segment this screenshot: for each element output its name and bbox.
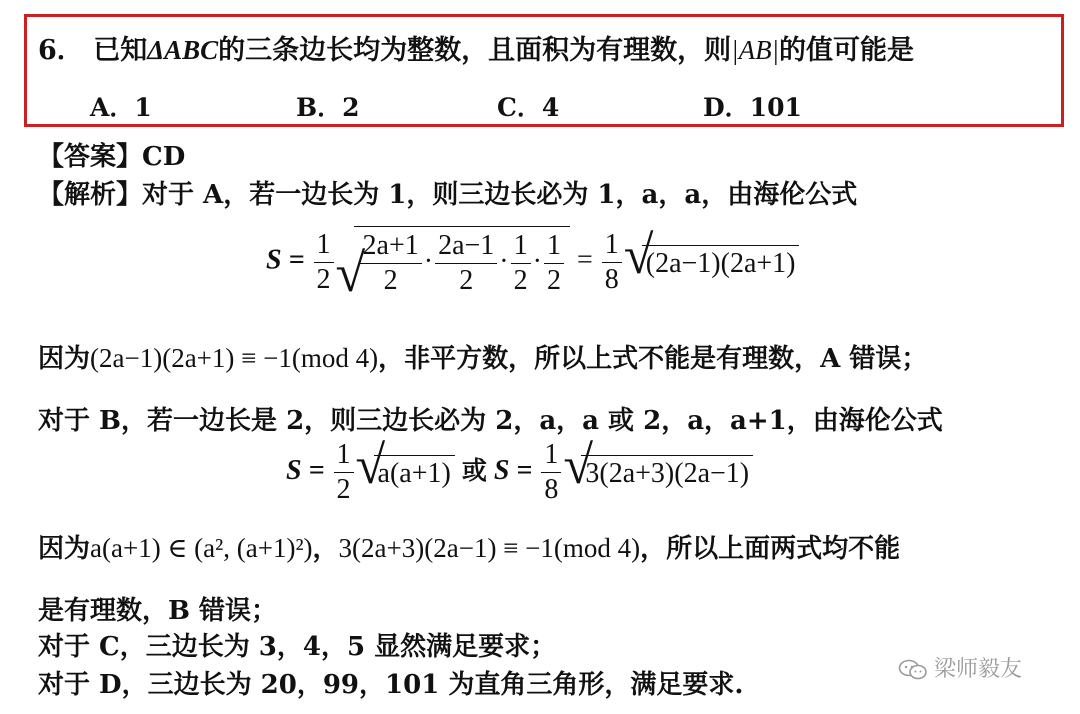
heron-formula-1 <box>266 224 799 303</box>
formula2-sqrt2: √ 3(2a+3)(2a−1) <box>563 455 753 490</box>
analysis-line-6: 对于 C，三边长为 3，4，5 显然满足要求； <box>38 632 557 662</box>
heron-formula-2: S = $\frac{1}{2}$ √ a(a+1) 或 S = $\frac{1}{8}$ √ 3(2a+3)(2a−1) <box>286 438 753 507</box>
question-stem <box>38 28 914 67</box>
formula2-frac2: $\frac{1}{8}$ <box>541 438 561 507</box>
formula1-sqrt2: √ (2a−1)(2a+1) <box>624 245 800 280</box>
analysis-line-4: 因为a(a+1) ∈ (a², (a+1)²)，3(2a+3)(2a−1) ≡ −1(mod 4)，所以上面两式均不能 <box>38 533 901 564</box>
analysis-line-5: 是有理数，B 错误； <box>38 596 278 626</box>
stem-text-3: 的值可能是 <box>779 35 915 66</box>
triangle-label: ΔABC <box>147 35 219 65</box>
formula1-sqrt1: √ $\frac{2a+1}{2}$ · $\frac{2a-1}{2}$ · $\frac{1}{2}$ · $\frac{1}{2}$ <box>336 226 570 298</box>
analysis-line-7: 对于 D，三边长为 20，99，101 为直角三角形，满足要求. <box>38 670 744 700</box>
analysis-line-3: 对于 B，若一边长是 2，则三边长必为 2，a，a 或 2，a，a+1，由海伦公式 <box>38 406 943 436</box>
formula2-frac1: $\frac{1}{2}$ <box>334 438 354 507</box>
option-b: B．2 <box>296 93 360 122</box>
stem-text-2: 的三条边长均为整数，且面积为有理数，则 <box>218 35 732 66</box>
answer-line: 【答案】CD <box>38 142 186 172</box>
formula1-frac1: $\frac{1}{2}$ <box>314 228 334 297</box>
formula2-sqrt1: √ a(a+1) <box>356 455 455 490</box>
formula1-lhs: S = <box>266 244 305 276</box>
ab-label: |AB| <box>731 35 780 65</box>
analysis-line-1: 【解析】对于 A，若一边长为 1，则三边长必为 1，a，a，由海伦公式 <box>38 180 858 210</box>
watermark <box>898 652 1022 683</box>
option-a: A．1 <box>90 93 152 122</box>
mod-expression-1: (2a−1)(2a+1) ≡ −1(mod 4) <box>90 343 379 373</box>
question-number: 6． <box>38 35 84 66</box>
option-d: D．101 <box>703 93 802 122</box>
stem-text-1: 已知 <box>93 35 148 66</box>
analysis-line-2: 因为(2a−1)(2a+1) ≡ −1(mod 4)，非平方数，所以上式不能是有理数，A 错误； <box>38 343 928 374</box>
option-c: C．4 <box>497 93 560 122</box>
formula1-frac2: $\frac{1}{8}$ <box>602 228 622 297</box>
wechat-icon <box>898 659 928 681</box>
watermark-text: 梁师毅友 <box>934 657 1023 682</box>
interval-expression: a(a+1) ∈ (a², (a+1)²) <box>90 533 313 563</box>
formula1-equals: = <box>576 244 593 276</box>
mod-expression-2: 3(2a+3)(2a−1) ≡ −1(mod 4) <box>338 533 641 563</box>
